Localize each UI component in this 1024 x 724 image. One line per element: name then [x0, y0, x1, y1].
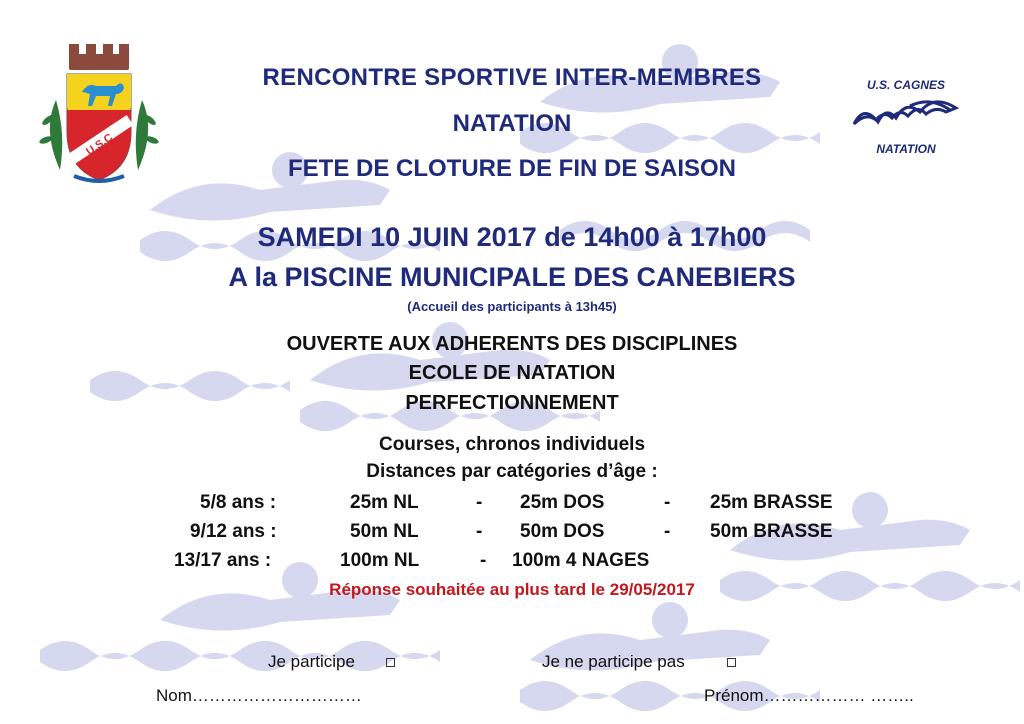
race-event: 100m NL [340, 550, 420, 571]
discipline-item: PERFECTIONNEMENT [405, 392, 619, 414]
race-separator: - [664, 521, 671, 542]
firstname-field[interactable]: Prénom……………… …….. [704, 686, 914, 705]
race-event: 50m BRASSE [710, 521, 833, 542]
participate-label: Je participe [268, 652, 355, 671]
participate-option[interactable] [268, 652, 395, 672]
not-participate-checkbox[interactable] [727, 658, 736, 667]
age-label: 13/17 ans : [174, 550, 272, 571]
club-logo-sport: NATATION [876, 142, 936, 156]
title-line-3: FETE DE CLOTURE DE FIN DE SAISON [287, 155, 737, 182]
discipline-item: ECOLE DE NATATION [408, 362, 616, 384]
race-separator: - [476, 521, 483, 542]
age-label: 9/12 ans : [190, 521, 277, 542]
reply-deadline: Réponse souhaitée au plus tard le 29/05/2017 [329, 580, 695, 599]
race-separator: - [480, 550, 487, 571]
races-subheading: Distances par catégories d’âge : [366, 461, 658, 482]
name-field[interactable]: Nom………………………… [156, 686, 362, 705]
event-venue: A la PISCINE MUNICIPALE DES CANEBIERS [228, 262, 796, 292]
welcome-note: (Accueil des participants à 13h45) [407, 299, 617, 314]
race-event: 50m NL [350, 521, 419, 542]
race-event: 25m NL [350, 492, 419, 513]
disciplines-intro: OUVERTE AUX ADHERENTS DES DISCIPLINES [286, 333, 738, 355]
races-heading: Courses, chronos individuels [378, 434, 646, 455]
age-label: 5/8 ans : [200, 492, 277, 513]
race-separator: - [476, 492, 483, 513]
race-event: 25m BRASSE [710, 492, 833, 513]
race-event: 50m DOS [520, 521, 605, 542]
crest-text: U.S.C [84, 131, 116, 159]
race-event: 25m DOS [520, 492, 605, 513]
event-date-time: SAMEDI 10 JUIN 2017 de 14h00 à 17h00 [257, 222, 767, 252]
participate-checkbox[interactable] [386, 658, 395, 667]
title-line-2: NATATION [452, 110, 572, 137]
club-logo-name: U.S. CAGNES [866, 78, 945, 92]
title-line-1: RENCONTRE SPORTIVE INTER-MEMBRES [262, 64, 762, 91]
not-participate-label: Je ne participe pas [542, 652, 685, 671]
race-event: 100m 4 NAGES [512, 550, 650, 571]
race-separator: - [664, 492, 671, 513]
not-participate-option[interactable] [542, 652, 736, 672]
